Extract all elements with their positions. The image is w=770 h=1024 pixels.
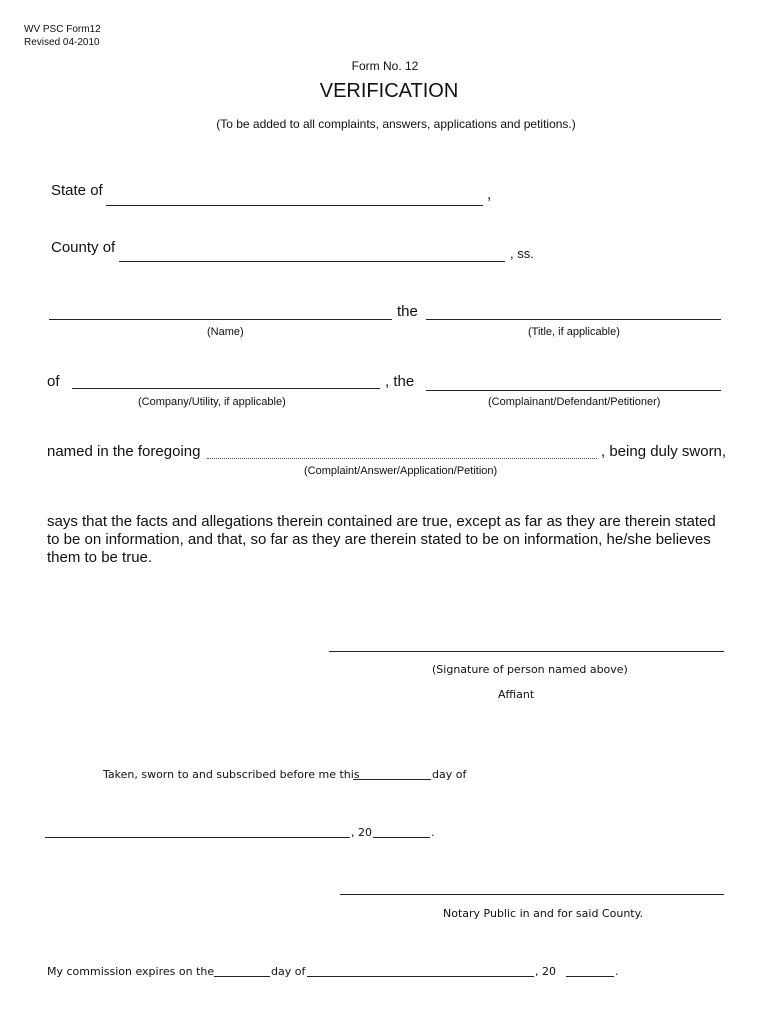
page-subtitle: (To be added to all complaints, answers, applications and petitions.) (216, 117, 576, 131)
name-field[interactable] (49, 319, 392, 320)
foregoing-label: named in the foregoing (47, 443, 201, 460)
page-title: VERIFICATION (319, 80, 459, 102)
year-period: . (431, 826, 435, 839)
statement-line-1: says that the facts and allegations therein contained are true, except as far as they are therein stated (47, 513, 716, 530)
state-comma: , (487, 186, 492, 203)
comma-the-label: , the (385, 373, 415, 390)
affiant-label: Affiant (498, 688, 535, 701)
the-label: the (397, 303, 418, 320)
commission-year-field[interactable] (566, 976, 614, 977)
day-field[interactable] (353, 779, 431, 780)
form-number: Form No. 12 (351, 59, 419, 73)
revised-date: Revised 04-2010 (24, 37, 100, 48)
commission-day-field[interactable] (214, 976, 270, 977)
statement-line-3: them to be true. (47, 549, 153, 566)
commission-month-field[interactable] (307, 976, 534, 977)
sworn-label: , being duly sworn, (601, 443, 727, 460)
of-label: of (47, 373, 60, 390)
party-field[interactable] (426, 390, 721, 391)
year-field[interactable] (373, 837, 430, 838)
name-caption: (Name) (207, 326, 244, 338)
year-prefix: , 20 (351, 826, 372, 839)
document-field[interactable] (207, 458, 597, 459)
taken-label: Taken, sworn to and subscribed before me this (103, 768, 360, 781)
commission-year-prefix: , 20 (535, 965, 556, 978)
statement-line-2: to be on information, and that, so far as they are therein stated to be on information, he/she believes (47, 531, 711, 548)
commission-label: My commission expires on the (47, 965, 215, 978)
state-field[interactable] (106, 205, 483, 206)
title-field[interactable] (426, 319, 721, 320)
commission-period: . (615, 965, 619, 978)
title-caption: (Title, if applicable) (528, 326, 620, 338)
commission-day-of: day of (271, 965, 306, 978)
company-caption: (Company/Utility, if applicable) (138, 396, 286, 408)
day-of-label: day of (432, 768, 467, 781)
state-label: State of (51, 182, 103, 199)
notary-caption: Notary Public in and for said County. (443, 907, 644, 920)
month-field[interactable] (45, 837, 350, 838)
county-field[interactable] (119, 261, 505, 262)
signature-field[interactable] (329, 651, 724, 652)
document-caption: (Complaint/Answer/Application/Petition) (304, 465, 498, 477)
party-caption: (Complainant/Defendant/Petitioner) (488, 396, 661, 408)
county-ss: , ss. (510, 246, 534, 261)
form-code: WV PSC Form12 (24, 24, 101, 35)
company-field[interactable] (72, 388, 380, 389)
signature-caption: (Signature of person named above) (432, 663, 628, 676)
notary-signature-field[interactable] (340, 894, 724, 895)
county-label: County of (51, 239, 116, 256)
